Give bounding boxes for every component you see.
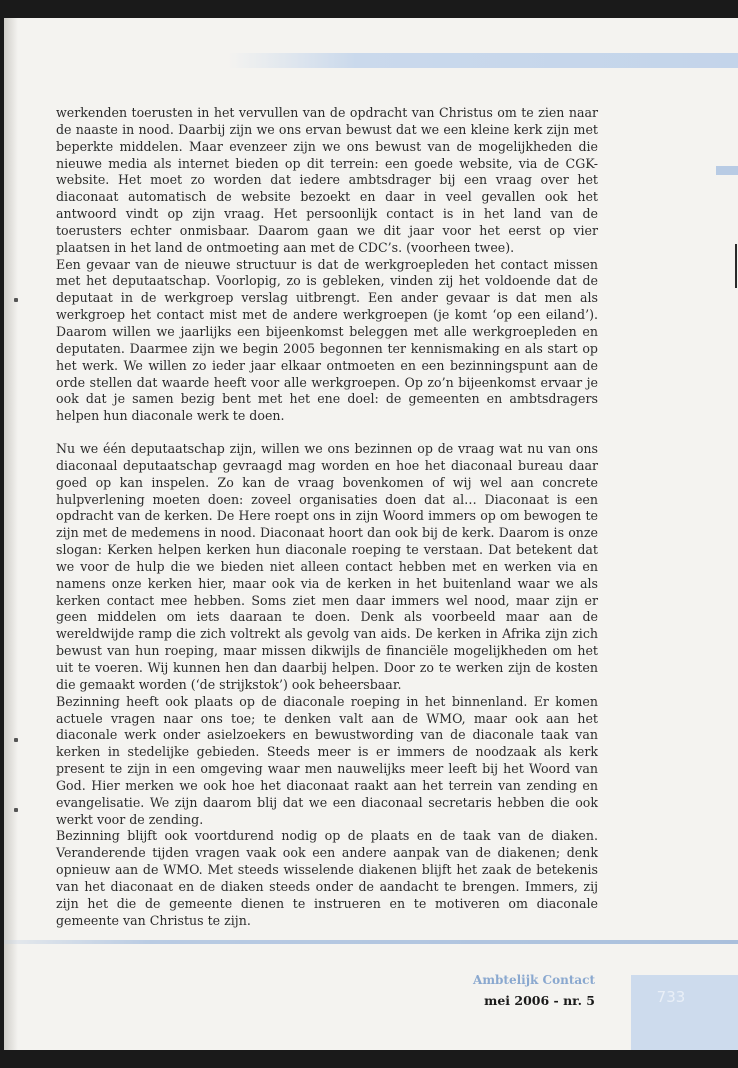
page xyxy=(4,18,738,1050)
publication-name: Ambtelijk Contact xyxy=(473,973,595,987)
page-number: 733 xyxy=(656,988,686,1006)
header-band xyxy=(228,53,738,68)
margin-mark xyxy=(14,298,18,302)
issue-label: mei 2006 - nr. 5 xyxy=(484,993,595,1008)
paragraph: Nu we één deputaatschap zijn, willen we ons bezinnen op de vraag wat nu van ons diaconaal deputaatschap gevraagd mag worden en hoe het diaconaal bureau daar goed op kan inspelen. Zo kan de vraag bovenkomen of wij wel aan concrete hulpverlening moeten doen: zoveel organisaties doen dat al… Diaconaat is een opdracht van de kerken. De Here roept ons in zijn Woord immers op om bewogen te zijn met de medemens in nood. Diaconaat hoort dan ook bij de kerk. Daarom is onze slogan: Kerken helpen kerken hun diaconale roeping te verstaan. Dat betekent dat we voor de hulp die we bieden niet alleen contact hebben met en werken via en namens onze kerken hier, maar ook via de kerken in het buitenland waar we als kerken contact mee hebben. Soms ziet men daar immers wel nood, maar zijn er geen middelen om iets daaraan te doen. Denk als voorbeeld maar aan de wereldwijde ramp die zich voltrekt als gevolg van aids. De kerken in Afrika zijn zich bewust van hun roeping, maar missen dikwijls de financiële mogelijkheden om het uit te voeren. Wij kunnen hen dan daarbij helpen. Door zo te werken zijn de kosten die gemaakt worden (‘de strijkstok’) ook beheersbaar. xyxy=(56,441,598,692)
section-tab xyxy=(716,166,738,175)
edge-mark xyxy=(735,244,737,288)
margin-mark xyxy=(14,808,18,812)
footer-rule xyxy=(4,940,738,944)
article-body xyxy=(56,105,598,930)
margin-mark xyxy=(14,738,18,742)
paragraph: werkenden toerusten in het vervullen van de opdracht van Christus om te zien naar de naaste in nood. Daarbij zijn we ons ervan bewust dat we een kleine kerk zijn met beperkte middelen. Maar evenzeer zijn we ons bewust van de mogelijkheden die nieuwe media als internet bieden op dit terrein: een goede website, via de CGK-website. Het moet zo worden dat iedere ambtsdrager bij een vraag over het diaconaat automatisch de website bezoekt en daar in veel gevallen ook het antwoord vindt op zijn vraag. Het persoonlijk contact is in het land van de toerusters echter onmisbaar. Daarom gaan we dit jaar voor het eerst op vier plaatsen in het land de ontmoeting aan met de CDC’s. (voorheen twee). xyxy=(56,105,598,255)
binding-shadow xyxy=(4,18,18,1050)
page-number-box xyxy=(631,975,738,1050)
paragraph: Een gevaar van de nieuwe structuur is dat de werkgroepleden het contact missen met het deputaatschap. Voorlopig, zo is gebleken, vinden zij het voldoende dat de deputaat in de werkgroep verslag uitbrengt. Een ander gevaar is dat men als werkgroep het contact mist met de andere werkgroepen (je komt ‘op een eiland’). Daarom willen we jaarlijks een bijeenkomst beleggen met alle werkgroepleden en deputaten. Daarmee zijn we begin 2005 begonnen ter kennismaking en als start op het werk. We willen zo ieder jaar elkaar ontmoeten en een bezinningspunt aan de orde stellen dat waarde heeft voor alle werkgroepen. Op zo’n bijeenkomst ervaar je ook dat je samen bezig bent met het ene doel: de gemeenten en ambtsdragers helpen hun diaconale werk te doen. xyxy=(56,256,598,424)
paragraph: Bezinning heeft ook plaats op de diaconale roeping in het binnenland. Er komen actuele vragen naar ons toe; te denken valt aan de WMO, maar ook aan het diaconale werk onder asielzoekers en bewustwording van de diaconale taak van kerken in stedelijke gebieden. Steeds meer is er immers de noodzaak als kerk present te zijn in een omgeving waar men nauwelijks meer leeft bij het Woord van God. Hier merken we ook hoe het diaconaat raakt aan het terrein van zending en evangelisatie. We zijn daarom blij dat we een diaconaal secretaris hebben die ook werkt voor de zending. xyxy=(56,693,598,827)
paragraph: Bezinning blijft ook voortdurend nodig op de plaats en de taak van de diaken. Veranderende tijden vragen vaak ook een andere aanpak van de diakenen; denk opnieuw aan de WMO. Met steeds wisselende diakenen blijft het zaak de betekenis van het diaconaat en de diaken steeds onder de aandacht te brengen. Immers, zij zijn het die de gemeente dienen te instrueren en te motiveren om diaconale gemeente van Christus te zijn. xyxy=(56,828,598,928)
